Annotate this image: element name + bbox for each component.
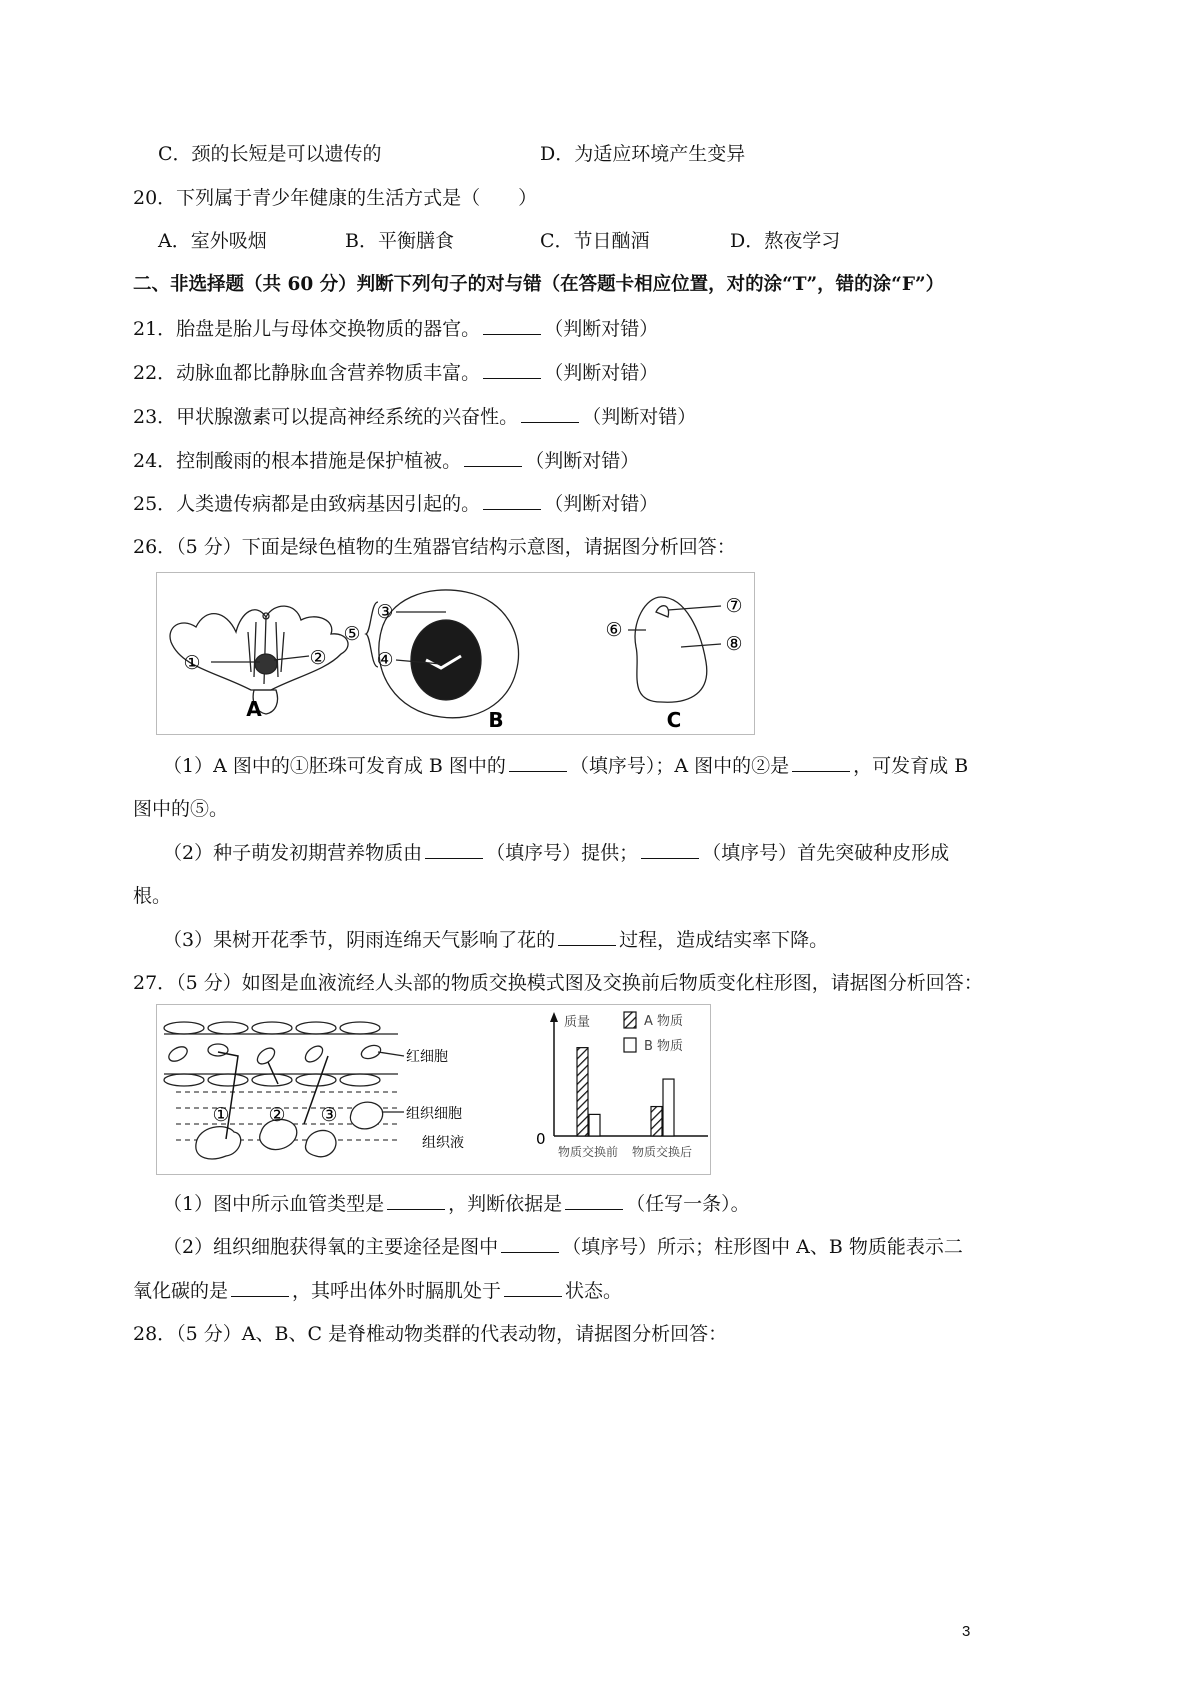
q26-p1-text-b: （填序号）；A 图中的②是 (569, 755, 790, 777)
q26-part2-line2: 根。 (133, 885, 172, 907)
q27-p2-line2-text-b: ，其呼出体外时膈肌处于 (292, 1280, 502, 1302)
q27-p1-text-a: （1）图中所示血管类型是 (163, 1193, 385, 1215)
blood-exchange-figure (156, 1004, 712, 1176)
q27-part2 (163, 1234, 963, 1259)
figure-numeral-7: ⑦ (725, 595, 743, 617)
q26-p3-text-b: 过程，造成结实率下降。 (619, 929, 829, 951)
q26-p1-text-c: ，可发育成 B (853, 755, 969, 777)
q26-p2-text-a: （2）种子萌发初期营养物质由 (163, 842, 423, 864)
judgment-24 (133, 448, 639, 473)
figure-numeral-1: ① (183, 652, 201, 674)
q19-option-d: D．为适应环境产生变异 (540, 143, 746, 165)
q20-option-d: D．熬夜学习 (730, 230, 841, 252)
q26-part2 (163, 840, 949, 865)
answer-blank[interactable] (483, 491, 541, 510)
q27-part2-line2 (133, 1278, 622, 1303)
answer-blank[interactable] (521, 404, 579, 423)
answer-blank[interactable] (504, 1278, 562, 1297)
q27-p2-line2-text-c: 状态。 (565, 1280, 623, 1302)
judgment-suffix: （判断对错） (544, 493, 659, 515)
figure-numeral-4: ④ (376, 649, 394, 671)
x-tick-label: 物质交换后 (631, 1145, 693, 1159)
judgment-text: 25．人类遗传病都是由致病基因引起的。 (133, 493, 481, 515)
judgment-suffix: （判断对错） (544, 318, 659, 340)
figure-numeral-3: ③ (320, 1104, 338, 1126)
label-tissue-cell: 组织细胞 (406, 1106, 462, 1122)
figure-numeral-5: ⑤ (343, 623, 361, 645)
judgment-21 (133, 316, 658, 341)
judgment-22 (133, 360, 658, 385)
section2-heading: 二、非选择题（共 60 分）判断下列句子的对与错（在答题卡相应位置，对的涂“T”，错的涂“F”） (133, 274, 945, 295)
q27-p2-line2-text-a: 氧化碳的是 (133, 1280, 229, 1302)
label-red-blood-cell: 红细胞 (406, 1049, 448, 1065)
q26-p3-text-a: （3）果树开花季节，阴雨连绵天气影响了花的 (163, 929, 556, 951)
ovary (255, 654, 277, 674)
q26-p1-text-a: （1）A 图中的①胚珠可发育成 B 图中的 (163, 755, 506, 777)
seed (411, 620, 481, 700)
answer-blank[interactable] (425, 840, 483, 859)
judgment-text: 21．胎盘是胎儿与母体交换物质的器官。 (133, 318, 481, 340)
origin-label: 0 (536, 1130, 546, 1148)
bar-a-before (577, 1048, 588, 1136)
flower-seed-figure (156, 572, 756, 736)
answer-blank[interactable] (792, 753, 850, 772)
bar-b-before (589, 1114, 600, 1136)
q20-stem: 20．下列属于青少年健康的生活方式是（ ） (133, 187, 538, 209)
q20-option-c: C．节日酗酒 (540, 230, 650, 252)
answer-blank[interactable] (641, 840, 699, 859)
q26-part1 (163, 753, 968, 778)
legend-swatch-b (624, 1038, 636, 1052)
figure-label-a: A (246, 697, 262, 721)
figure-numeral-1: ① (212, 1104, 230, 1126)
y-axis-label: 质量 (564, 1015, 591, 1030)
q19-option-c: C．颈的长短是可以遗传的 (158, 143, 382, 165)
bar-a-after (651, 1107, 662, 1136)
q26-part3 (163, 927, 828, 952)
figure-numeral-8: ⑧ (725, 633, 743, 655)
judgment-suffix: （判断对错） (582, 406, 697, 428)
answer-blank[interactable] (483, 360, 541, 379)
answer-blank[interactable] (483, 316, 541, 335)
bar-b-after (663, 1079, 674, 1136)
judgment-text: 24．控制酸雨的根本措施是保护植被。 (133, 450, 462, 472)
q27-p2-text-a: （2）组织细胞获得氧的主要途径是图中 (163, 1236, 499, 1258)
judgment-23 (133, 404, 696, 429)
judgment-suffix: （判断对错） (525, 450, 640, 472)
legend-swatch-a (624, 1012, 636, 1028)
page-number: 3 (962, 1623, 971, 1640)
answer-blank[interactable] (509, 753, 567, 772)
q28-stem: 28．（5 分）A、B、C 是脊椎动物类群的代表动物，请据图分析回答： (133, 1323, 728, 1345)
answer-blank[interactable] (565, 1191, 623, 1210)
answer-blank[interactable] (558, 927, 616, 946)
answer-blank[interactable] (387, 1191, 445, 1210)
q20-option-a: A．室外吸烟 (158, 230, 267, 252)
legend-label-b: B 物质 (644, 1039, 684, 1054)
figure-numeral-2: ② (268, 1104, 286, 1126)
judgment-25 (133, 491, 658, 516)
q27-p1-text-b: ，判断依据是 (448, 1193, 563, 1215)
figure-numeral-2: ② (309, 647, 327, 669)
legend-label-a: A 物质 (644, 1014, 684, 1029)
figure-numeral-6: ⑥ (605, 619, 623, 641)
label-tissue-fluid: 组织液 (422, 1135, 464, 1151)
x-tick-label: 物质交换前 (557, 1145, 619, 1159)
judgment-text: 23．甲状腺激素可以提高神经系统的兴奋性。 (133, 406, 519, 428)
q27-p2-text-b: （填序号）所示；柱形图中 A、B 物质能表示二 (562, 1236, 963, 1258)
q26-stem: 26．（5 分）下面是绿色植物的生殖器官结构示意图，请据图分析回答： (133, 536, 736, 558)
answer-blank[interactable] (231, 1278, 289, 1297)
answer-blank[interactable] (464, 448, 522, 467)
q27-part1 (163, 1191, 750, 1216)
judgment-suffix: （判断对错） (544, 362, 659, 384)
figure-label-b: B (488, 708, 504, 732)
q26-part1-line2: 图中的⑤。 (133, 798, 229, 820)
q26-p2-text-b: （填序号）提供； (486, 842, 639, 864)
figure-label-c: C (666, 708, 682, 732)
q27-p1-text-c: （任写一条）。 (626, 1193, 750, 1215)
q20-option-b: B．平衡膳食 (345, 230, 454, 252)
answer-blank[interactable] (501, 1234, 559, 1253)
figure-numeral-3: ③ (376, 601, 394, 623)
q26-p2-text-c: （填序号）首先突破种皮形成 (702, 842, 950, 864)
q27-stem: 27．（5 分）如图是血液流经人头部的物质交换模式图及交换前后物质变化柱形图，请据图分析回答： (133, 972, 983, 994)
judgment-text: 22．动脉血都比静脉血含营养物质丰富。 (133, 362, 481, 384)
